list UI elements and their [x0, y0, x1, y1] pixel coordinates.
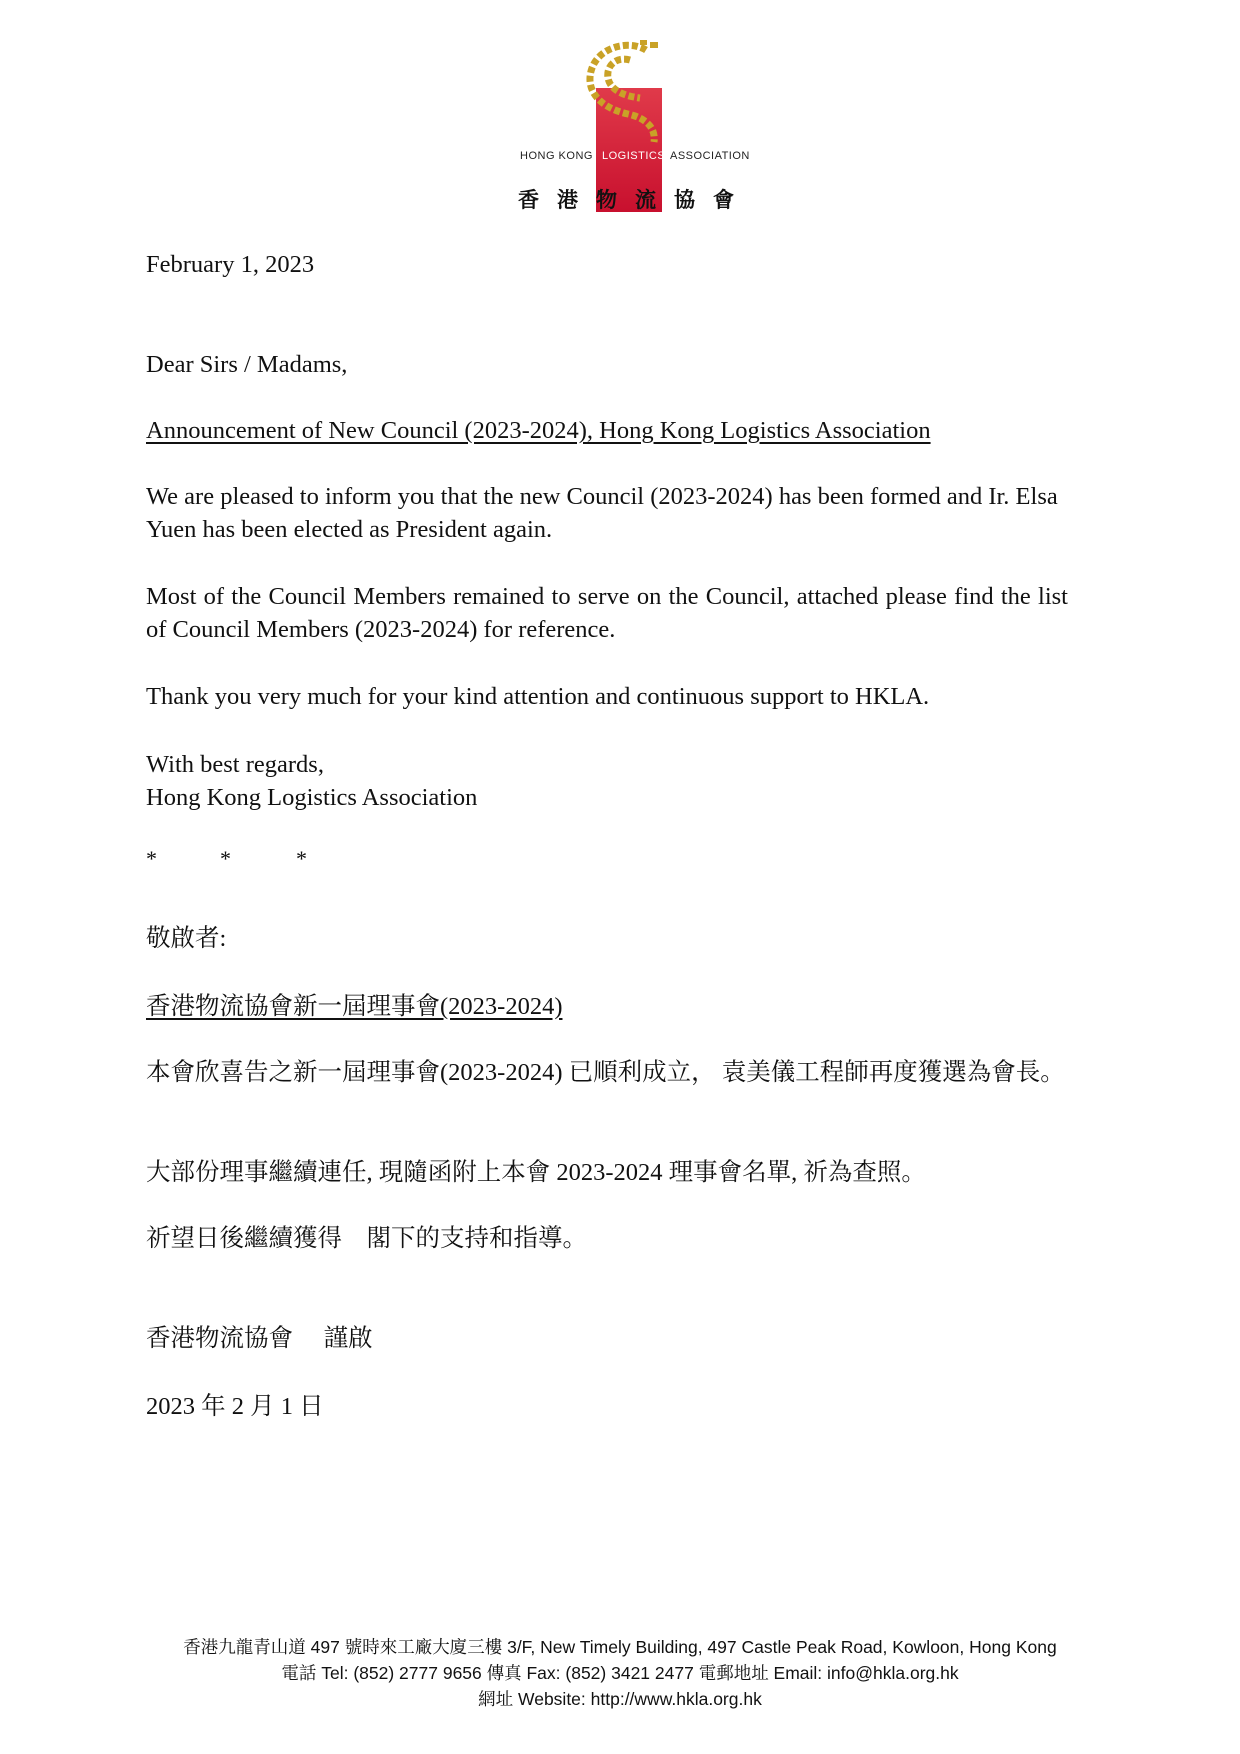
divider-star: *	[220, 846, 231, 871]
footer-address: 香港九龍青山道 497 號時來工廠大廈三樓 3/F, New Timely Building, 497 Castle Peak Road, Kowloon, Hong Kong	[183, 1637, 1057, 1657]
subject-line: Announcement of New Council (2023-2024), Hong Kong Logistics Association	[146, 417, 931, 444]
logo-text-left: HONG KONG	[520, 150, 593, 162]
cn-date: 2023 年 2 月 1 日	[146, 1393, 324, 1420]
logo-text-mid: LOGISTICS	[602, 150, 666, 162]
footer-website: 網址 Website: http://www.hkla.org.hk	[478, 1689, 762, 1709]
salutation: Dear Sirs / Madams,	[146, 351, 348, 378]
logo-gold-dragon-icon	[570, 38, 670, 168]
cn-paragraph-3: 祈望日後繼續獲得 閣下的支持和指導。	[146, 1225, 587, 1252]
logo-text-right: ASSOCIATION	[670, 150, 750, 162]
paragraph-1: We are pleased to inform you that the new Council (2023-2024) has been formed and Ir. Elsa Yuen has been elected as President again.	[146, 483, 1058, 543]
association-logo	[480, 38, 780, 218]
divider-star: *	[296, 846, 307, 871]
cn-salutation: 敬啟者:	[146, 925, 227, 952]
cn-paragraph-2: 大部份理事繼續連任, 現隨函附上本會 2023-2024 理事會名單, 祈為查照。	[146, 1159, 926, 1186]
signature: Hong Kong Logistics Association	[146, 784, 478, 811]
paragraph-3: Thank you very much for your kind attention and continuous support to HKLA.	[146, 683, 930, 710]
letter-date: February 1, 2023	[146, 251, 315, 278]
logo-chinese-text: 香港物流協會	[518, 189, 752, 212]
closing: With best regards,	[146, 751, 324, 778]
paragraph-2: Most of the Council Members remained to serve on the Council, attached please find the list of Council Members (2023-2024) for reference.	[146, 583, 1068, 643]
cn-subject-line: 香港物流協會新一屆理事會(2023-2024)	[146, 993, 563, 1020]
footer-contact: 電話 Tel: (852) 2777 9656 傳真 Fax: (852) 3421 2477 電郵地址 Email: info@hkla.org.hk	[281, 1663, 959, 1683]
cn-paragraph-1: 本會欣喜告之新一屆理事會(2023-2024) 已順利成立， 袁美儀工程師再度獲選為會長。	[146, 1059, 1065, 1086]
cn-signature: 香港物流協會 謹啟	[146, 1325, 373, 1352]
divider-star: *	[146, 846, 157, 871]
